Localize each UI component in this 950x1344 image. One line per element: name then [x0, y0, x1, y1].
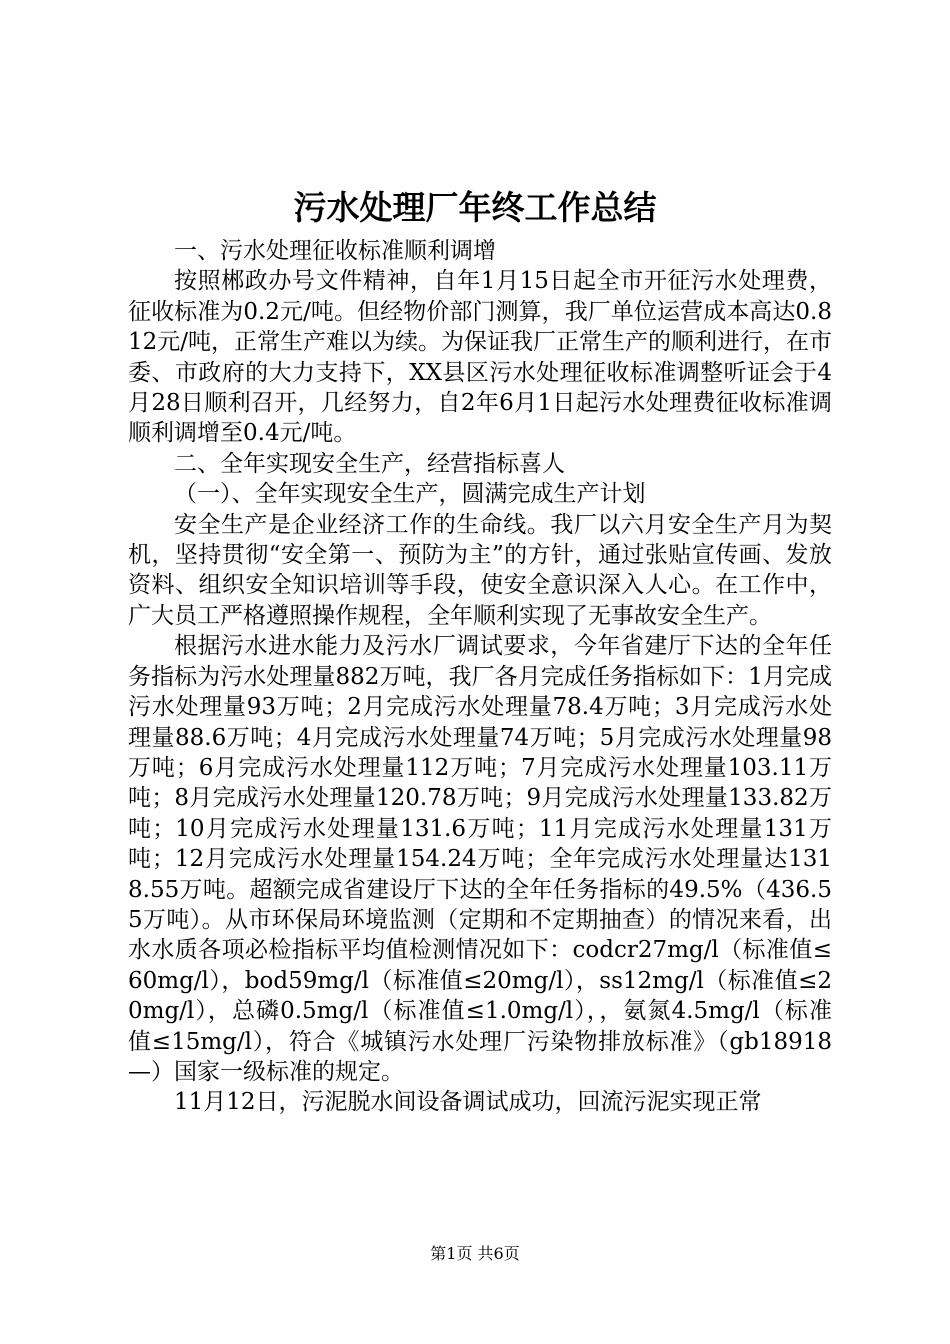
paragraph-safety: 安全生产是企业经济工作的生命线。我厂以六月安全生产月为契机，坚持贯彻“安全第一、预防为主”的方针，通过张贴宣传画、发放资料、组织安全知识培训等手段，使安全意识深入人心。在工作中，广大员工严格遵照操作规程，全年顺利实现了无事故安全生产。	[128, 511, 832, 629]
document-title: 污水处理厂年终工作总结	[293, 188, 657, 227]
paragraph-sludge-dewatering: 11月12日，污泥脱水间设备调试成功，回流污泥实现正常	[174, 1089, 762, 1116]
document-body	[128, 236, 832, 1118]
page-number: 第1页 共6页	[430, 1244, 520, 1263]
section-heading-2: 二、全年实现安全生产，经营指标喜人	[174, 450, 565, 477]
section-heading-1: 一、污水处理征收标准顺利调增	[174, 238, 496, 264]
paragraph-production-stats: 根据污水进水能力及污水厂调试要求，今年省建厅下达的全年任务指标为污水处理量882万吨，我厂各月完成任务指标如下：1月完成污水处理量93万吨；2月完成污水处理量78.4万吨；3月完成污水处理量88.6万吨；4月完成污水处理量74万吨；5月完成污水处理量98万吨；6月完成污水处理量112万吨；7月完成污水处理量103.11万吨；8月完成污水处理量120.78万吨；9月完成污水处理量133.82万吨；10月完成污水处理量131.6万吨；11月完成污水处理量131万吨；12月完成污水处理量154.24万吨；全年完成污水处理量达1318.55万吨。超额完成省建设厅下达的全年任务指标的49.5%（436.55万吨）。从市环保局环境监测（定期和不定期抽查）的情况来看，出水水质各项必检指标平均值检测情况如下：codcr27mg/l（标准值≤60mg/l），bod59mg/l（标准值≤20mg/l），ss12mg/l（标准值≤20mg/l），总磷0.5mg/l（标准值≤1.0mg/l），，氨氮4.5mg/l（标准值≤15mg/l），符合《城镇污水处理厂污染物排放标准》（gb18918—）国家一级标准的规定。	[128, 633, 832, 1085]
paragraph-fee-adjustment: 按照郴政办号文件精神，自年1月15日起全市开征污水处理费，征收标准为0.2元/吨。但经物价部门测算，我厂单位运营成本高达0.812元/吨，正常生产难以为续。为保证我厂正常生产的顺利进行，在市委、市政府的大力支持下，XX县区污水处理征收标准调整听证会于4月28日顺利召开，几经努力，自2年6月1日起污水处理费征收标准调顺利调增至0.4元/吨。	[128, 268, 833, 447]
subsection-heading-1: （一）、全年实现安全生产，圆满完成生产计划	[174, 481, 646, 508]
